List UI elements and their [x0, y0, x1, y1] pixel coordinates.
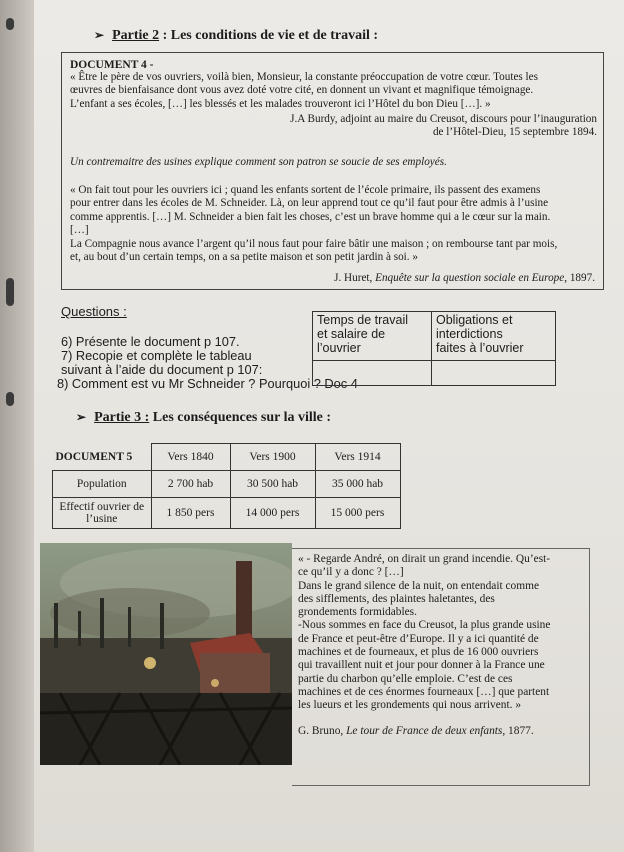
testimony-line: pour entrer dans les écoles de M. Schneider. Là, on leur apprend tout ce qu’il faut pour être admis à l’usine — [70, 197, 549, 210]
excerpt-line: partie du charbon qu’elle emploie. C’est de ces — [298, 672, 513, 685]
column-header: Vers 1914 — [315, 444, 400, 471]
excerpt-box — [292, 548, 590, 786]
part3-title — [76, 410, 331, 426]
question-7-continued: suivant à l’aide du document p 107: — [61, 362, 263, 377]
row-label: Effectif ouvrier de l’usine — [53, 497, 152, 528]
document-4-source — [290, 113, 597, 140]
table-row — [53, 444, 401, 471]
quote-line: L’enfant a ses écoles, […] les blessés et les malades trouveront ici l’Hôtel du bon Dieu […]. » — [70, 97, 491, 110]
question-8: 8) Comment est vu Mr Schneider ? Pourquoi ? Doc 4 — [57, 376, 358, 391]
quote-line: « Être le père de vos ouvriers, voilà bien, Monsieur, la constante préoccupation de votre cœur. Toutes les — [70, 71, 538, 83]
part2-title-text: : Les conditions de vie et de travail : — [159, 28, 379, 43]
source-year: , 1877. — [502, 724, 534, 737]
part2-label: Partie 2 — [112, 28, 160, 43]
source-author: G. Bruno, — [298, 724, 347, 737]
punch-hole — [6, 392, 14, 406]
table-cell: 14 000 pers — [230, 497, 315, 528]
table-row — [53, 470, 401, 497]
document-5-table — [52, 443, 401, 529]
column-header: Vers 1840 — [151, 444, 230, 471]
quote-line: œuvres de bienfaisance dont vous avez doté votre cité, en donnent un vivant et magnifique témoignage. — [70, 84, 534, 97]
testimony-line: « On fait tout pour les ouvriers ici ; quand les enfants sortent de l’école primaire, ils passent des examens — [70, 184, 541, 196]
document-5-header: DOCUMENT 5 — [53, 444, 152, 471]
source-line: J.A Burdy, adjoint au maire du Creusot, discours pour l’inauguration — [290, 113, 597, 125]
document-4-header: DOCUMENT 4 - — [70, 59, 154, 71]
excerpt-line: ce qu’il y a donc ? […] — [298, 566, 404, 579]
header-line: interdictions — [436, 327, 503, 341]
excerpt-line: des sifflements, des plaintes haletantes, des — [298, 592, 495, 605]
source-line: de l’Hôtel-Dieu, 15 septembre 1894. — [432, 126, 597, 139]
table-header-cell — [432, 312, 556, 361]
punch-hole — [6, 18, 14, 30]
column-header: Vers 1900 — [230, 444, 315, 471]
excerpt-line: de France et peut-être d’Europe. Il y a ici quantité de — [298, 632, 539, 645]
arrow-bullet-icon: ➢ — [94, 28, 105, 42]
questions-heading: Questions : — [61, 304, 127, 319]
exercise-table — [312, 311, 556, 386]
excerpt-line: machines et de ces énormes fourneaux […] que partent — [298, 685, 550, 698]
excerpt-line: les lueurs et les grondements qui nous arrivent. » — [298, 699, 522, 712]
industrial-landscape-image — [40, 543, 292, 765]
table-cell: 2 700 hab — [151, 470, 230, 497]
excerpt-line: grondements formidables. — [298, 606, 417, 619]
document-4-testimony — [70, 184, 602, 264]
row-label: Population — [53, 470, 152, 497]
source-title: Le tour de France de deux enfants — [346, 724, 503, 737]
table-header-cell — [313, 312, 432, 361]
table-row — [313, 361, 556, 386]
arrow-bullet-icon: ➢ — [76, 410, 87, 424]
table-cell: 35 000 hab — [315, 470, 400, 497]
source-author: J. Huret, — [334, 272, 376, 284]
part3-label: Partie 3 : — [94, 410, 150, 425]
header-line: l’ouvrier — [317, 341, 361, 355]
excerpt-line: « - Regarde André, on dirait un grand incendie. Qu’est- — [298, 553, 551, 565]
empty-answer-cell — [432, 361, 556, 386]
table-cell: 15 000 pers — [315, 497, 400, 528]
header-line: Temps de travail — [317, 313, 409, 327]
source-title: Enquête sur la question sociale en Europe — [375, 272, 565, 284]
header-line: et salaire de — [317, 327, 386, 341]
source-year: , 1897. — [564, 272, 595, 284]
table-cell: 1 850 pers — [151, 497, 230, 528]
binder-margin — [0, 0, 34, 852]
testimony-line: La Compagnie nous avance l’argent qu’il nous faut pour faire bâtir une maison ; on rembourse tant par mois, — [70, 237, 558, 250]
table-row — [53, 497, 401, 528]
table-row — [313, 312, 556, 361]
question-7: 7) Recopie et complète le tableau — [61, 348, 252, 363]
question-6: 6) Présente le document p 107. — [61, 334, 240, 349]
table-cell: 30 500 hab — [230, 470, 315, 497]
excerpt-line: machines et de fourneaux, et plus de 16 000 ouvriers — [298, 646, 539, 659]
punch-hole — [6, 278, 14, 306]
factory-painting — [40, 543, 292, 765]
excerpt-source — [298, 725, 583, 738]
excerpt-line: qui travaillent nuit et jour pour donner à la France une — [298, 659, 545, 672]
excerpt-line: Dans le grand silence de la nuit, on entendait comme — [298, 579, 540, 592]
header-line: faites à l’ouvrier — [436, 341, 524, 355]
part3-title-text: Les conséquences sur la ville : — [149, 410, 332, 425]
testimony-line: comme apprentis. […] M. Schneider a bien fait les choses, c’est un brave homme qui a le cœur sur la main. — [70, 210, 551, 223]
part2-title — [94, 28, 378, 44]
header-line: Obligations et — [436, 313, 513, 327]
document-4-quote — [70, 71, 600, 111]
document-4-box — [61, 52, 604, 290]
testimony-line: […] — [70, 224, 89, 237]
testimony-line: et, au bout d’un certain temps, on a sa petite maison et son petit jardin à soi. » — [70, 251, 418, 264]
excerpt-line: -Nous sommes en face du Creusot, la plus grande usine — [298, 619, 551, 632]
empty-answer-cell — [313, 361, 432, 386]
document-4-intro: Un contremaitre des usines explique comment son patron se soucie de ses employés. — [70, 156, 447, 168]
document-4-source-2 — [334, 272, 595, 285]
